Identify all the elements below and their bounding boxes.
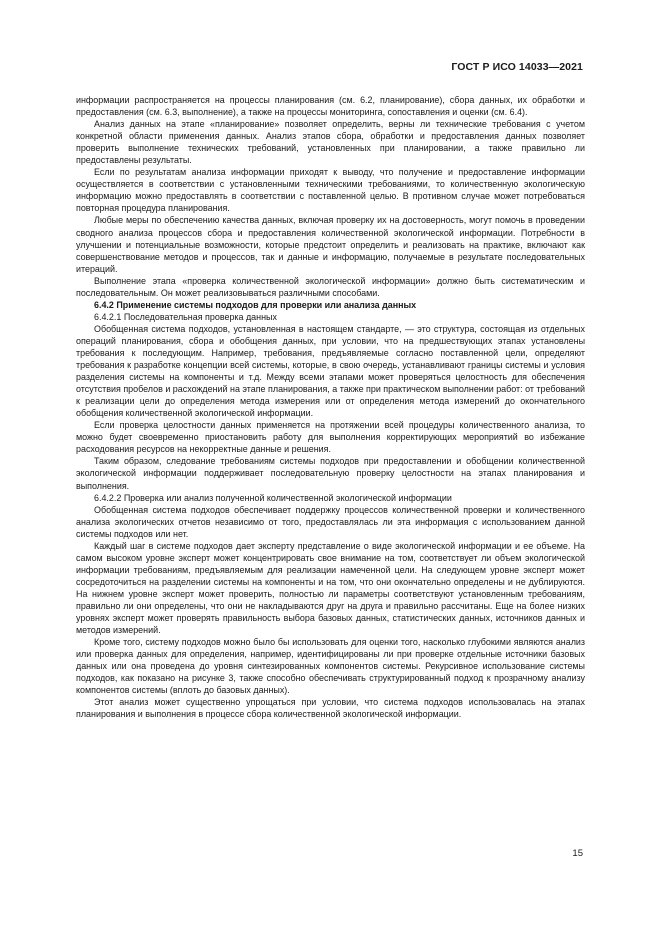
paragraph: Таким образом, следование требованиям системы подходов при предоставлении и обобщении количественной экологической информации поддерживает последовательную проверку целостности на этапах планирования и выполнения. bbox=[76, 456, 585, 491]
paragraph: Кроме того, систему подходов можно было бы использовать для оценки того, насколько глубокими являются анализ или проверка данных для определения, например, идентифицированы ли при проверке отдельные источники базовых данных или она проведена до уровня синтезированных компонентов системы. Рекурсивное использование системы подходов, как показано на рисунке 3, также способно обеспечивать структурированный подход к прозрачному анализу компонентов системы (вплоть до базовых данных). bbox=[76, 637, 585, 696]
paragraph: Любые меры по обеспечению качества данных, включая проверку их на достоверность, могут помочь в проведении сводного анализа процессов сбора и предоставления количественной экологической информации. Потребности в улучшении и потенциальные возможности, которые предстоит определить и реализовать на практике, включают как совершенствование методов и процессов, так и данные и информацию, получаемые в результате последовательных итераций. bbox=[76, 215, 585, 274]
paragraph: Каждый шаг в системе подходов дает эксперту представление о виде экологической информации и ее объеме. На самом высоком уровне эксперт может концентрировать свое внимание на том, соответствует ли объем экологической информации требованиям, предъявляемым для реализации намеченной цели. На следующем уровне эксперт может сосредоточиться на разделении системы на компоненты и на том, что они окончательно определены и не дублируются. На нижнем уровне эксперт может проверить, полностью ли параметры соответствуют установленным требованиям, правильно ли они определены, что они не накладываются друг на друга и правильно рассчитаны. Еще на более низких уровнях эксперт может проверять правильность выбора базовых данных, статистических данных, источников данных и методов измерений. bbox=[76, 540, 585, 636]
paragraph: Обобщенная система подходов, установленная в настоящем стандарте, — это структура, состоящая из отдельных операций планирования, сбора и обобщения данных, при условии, что на предшествующих этапах установлены требования к последующим. Например, требования, предъявляемые согласно поставленной цели, определяют требования к разработке концепции всей системы, которые, в свою очередь, устанавливают границы системы и условия разделения системы на компоненты и т.д. Между всеми этапами может проверяться целостность для обеспечения отсутствия пробелов и расхождений на этапе планирования, а также при практическом выполнении работ: от требований к реализации цели до определения метода измерения или от определения метода измерений до окончательного обобщения количественной экологической информации. bbox=[76, 323, 586, 419]
subsection-heading: 6.4.2.1 Последовательная проверка данных bbox=[94, 311, 277, 322]
paragraph: Выполнение этапа «проверка количественной экологической информации» должно быть систематическим и последовательным. Он может реализовываться различными способами. bbox=[76, 275, 585, 298]
paragraph: Обобщенная система подходов обеспечивает поддержку процессов количественной проверки и количественного анализа экологических отчетов независимо от того, предоставлялась ли эта информация с использованием данной системы подходов или нет. bbox=[76, 504, 585, 539]
paragraph-continued: информации распространяется на процессы планирования (см. 6.2, планирование), сбора данных, их обработки и предоставления (см. 6.3, выполнение), а также на процессы мониторинга, сопоставления и оценки (см. 6.4). bbox=[76, 95, 585, 118]
section-heading: 6.4.2 Применение системы подходов для проверки или анализа данных bbox=[94, 299, 417, 310]
document-body bbox=[76, 94, 585, 720]
standard-header: ГОСТ Р ИСО 14033—2021 bbox=[451, 61, 583, 73]
paragraph: Если по результатам анализа информации приходят к выводу, что получение и предоставление информации осуществляется в соответствии с установленными техническими требованиями, то количественную экологическую информацию можно предоставлять в соответствии с поставленной целью. В противном случае может потребоваться повторная процедура планирования. bbox=[76, 167, 585, 214]
paragraph: Если проверка целостности данных применяется на протяжении всей процедуры количественного анализа, то можно будет своевременно приостановить работу для выполнения корректирующих мероприятий во избежание расходования ресурсов на некорректные данные и решения. bbox=[76, 420, 585, 455]
page-number: 15 bbox=[572, 848, 583, 859]
paragraph: Анализ данных на этапе «планирование» позволяет определить, верны ли технические требования с учетом конкретной области применения данных. Анализ этапов сбора, обработки и предоставления данных позволяет проверить выполнение технических требований, установленных при планировании, а также правильно ли предоставлены результаты. bbox=[76, 119, 585, 166]
paragraph: Этот анализ может существенно упрощаться при условии, что система подходов использовалась на этапах планирования и выполнения в процессе сбора количественной экологической информации. bbox=[76, 697, 585, 720]
subsection-heading: 6.4.2.2 Проверка или анализ полученной количественной экологической информации bbox=[94, 492, 452, 503]
